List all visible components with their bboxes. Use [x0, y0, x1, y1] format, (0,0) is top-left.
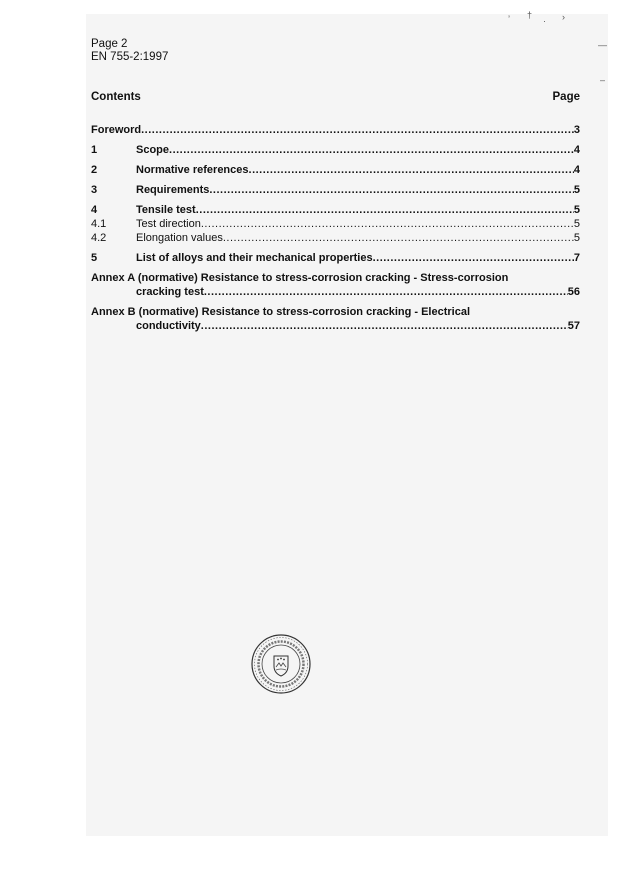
- toc-entry-page: 57: [567, 320, 580, 332]
- leader-dots: [169, 144, 574, 156]
- leader-dots: [223, 232, 574, 244]
- annex-title-continuation: conductivity: [136, 320, 201, 332]
- toc-entry-number: 4.2: [91, 232, 107, 244]
- leader-dots: [141, 124, 574, 136]
- leader-dots: [201, 320, 568, 332]
- leader-dots: [373, 252, 574, 264]
- toc-entry-title: Elongation values: [136, 232, 223, 244]
- toc-entry-title: List of alloys and their mechanical properties: [136, 252, 373, 264]
- leader-dots: [201, 218, 574, 230]
- toc-entry-title: Tensile test: [136, 204, 196, 216]
- toc-entry-elongation-values[interactable]: [91, 232, 580, 246]
- leader-dots: [209, 184, 574, 196]
- standard-code: EN 755-2:1997: [91, 51, 169, 63]
- toc-entry-title: Foreword: [91, 124, 142, 136]
- toc-entry-foreword[interactable]: [91, 124, 580, 138]
- toc-entry-requirements[interactable]: [91, 184, 580, 198]
- toc-entry-page: 56: [567, 286, 580, 298]
- toc-entry-number: 1: [91, 144, 98, 156]
- toc-entry-scope[interactable]: [91, 144, 580, 158]
- toc-entry-page: 5: [573, 218, 580, 230]
- official-seal-icon: [250, 633, 312, 695]
- toc-entry-title: Normative references: [136, 164, 249, 176]
- leader-dots: [196, 204, 574, 216]
- toc-entry-number: 4: [91, 204, 98, 216]
- toc-entry-page: 4: [573, 144, 580, 156]
- annex-title-continuation: cracking test: [136, 286, 204, 298]
- page-number: Page 2: [91, 38, 128, 50]
- toc-entry-title: Test direction: [136, 218, 201, 230]
- toc-entry-page: 5: [573, 232, 580, 244]
- leader-dots: [249, 164, 574, 176]
- toc-entry-number: 3: [91, 184, 98, 196]
- toc-entry-page: 5: [573, 204, 580, 216]
- toc-entry-title: Scope: [136, 144, 170, 156]
- toc-entry-number: 4.1: [91, 218, 107, 230]
- table-of-contents: [91, 124, 580, 334]
- toc-entry-tensile-test[interactable]: [91, 204, 580, 218]
- page-header: [91, 38, 168, 64]
- contents-title: Contents: [91, 91, 141, 103]
- toc-entry-annex-b[interactable]: [91, 306, 580, 334]
- toc-entry-annex-a[interactable]: [91, 272, 580, 300]
- toc-entry-test-direction[interactable]: [91, 218, 580, 232]
- annex-title-line: Annex A (normative) Resistance to stress-corrosion cracking - Stress-corrosion: [91, 272, 509, 284]
- page-column-label: Page: [552, 91, 580, 103]
- toc-entry-list-of-alloys[interactable]: [91, 252, 580, 266]
- toc-entry-title: Requirements: [136, 184, 210, 196]
- leader-dots: [204, 286, 568, 298]
- contents-heading: [91, 91, 580, 103]
- toc-entry-number: 5: [91, 252, 98, 264]
- toc-entry-page: 3: [573, 124, 580, 136]
- toc-entry-normative-references[interactable]: [91, 164, 580, 178]
- toc-entry-page: 4: [573, 164, 580, 176]
- toc-entry-page: 5: [573, 184, 580, 196]
- annex-title-line: Annex B (normative) Resistance to stress-corrosion cracking - Electrical: [91, 306, 471, 318]
- toc-entry-page: 7: [573, 252, 580, 264]
- toc-entry-number: 2: [91, 164, 98, 176]
